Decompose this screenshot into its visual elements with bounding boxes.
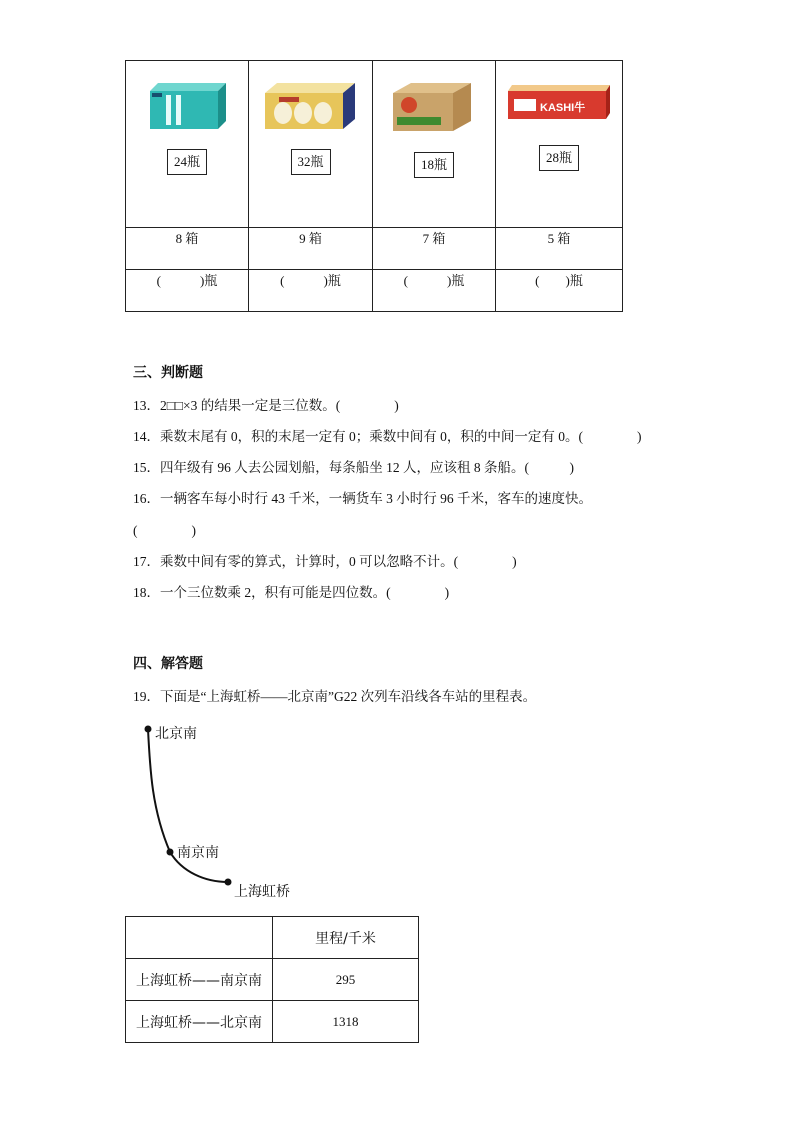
answer-blank[interactable]: ( )瓶 — [496, 270, 623, 312]
brand-text: KASHI牛 — [540, 102, 586, 114]
question-16: 16．一辆客车每小时行 43 千米，一辆货车 3 小时行 96 千米，客车的速度快。 — [133, 491, 592, 506]
station-dot — [167, 849, 174, 856]
answer-blank[interactable]: ( )瓶 — [373, 270, 496, 312]
question-19: 19．下面是“上海虹桥——北京南”G22 次列车沿线各车站的里程表。 — [133, 689, 537, 704]
bottles-per-box: 28瓶 — [539, 145, 579, 171]
question-13: 13．2□□×3 的结果一定是三位数。( ) — [133, 398, 399, 413]
station-dot — [225, 879, 232, 886]
section-title: 三、判断题 — [133, 365, 203, 381]
box-count: 8 箱 — [126, 228, 249, 270]
box-count: 9 箱 — [249, 228, 373, 270]
table-header-cell: 里程/千米 — [273, 917, 419, 959]
table-row — [126, 1001, 419, 1043]
bottles-per-box: 32瓶 — [290, 149, 330, 175]
km-cell: 1318 — [273, 1001, 419, 1043]
km-cell: 295 — [273, 959, 419, 1001]
section-title: 四、解答题 — [133, 656, 203, 672]
station-label: 北京南 — [155, 726, 197, 742]
answer-blank[interactable]: ( )瓶 — [126, 270, 249, 312]
route-cell: 上海虹桥——南京南 — [126, 959, 273, 1001]
answer-blank[interactable]: ( )瓶 — [249, 270, 373, 312]
question-17: 17．乘数中间有零的算式，计算时，0 可以忽略不计。( ) — [133, 554, 517, 569]
question-14: 14．乘数末尾有 0，积的末尾一定有 0；乘数中间有 0，积的中间一定有 0。( ) — [133, 429, 642, 444]
station-label: 上海虹桥 — [234, 884, 290, 900]
station-label: 南京南 — [177, 845, 219, 861]
question-16-blank: ( ) — [133, 523, 196, 538]
question-15: 15．四年级有 96 人去公园划船，每条船坐 12 人，应该租 8 条船。( ) — [133, 460, 574, 475]
bottles-per-box: 24瓶 — [167, 149, 207, 175]
bottles-per-box: 18瓶 — [414, 152, 454, 178]
box-count: 5 箱 — [496, 228, 623, 270]
table-header-cell — [126, 917, 273, 959]
station-dot — [145, 726, 152, 733]
route-cell: 上海虹桥——北京南 — [126, 1001, 273, 1043]
table-row — [126, 959, 419, 1001]
mileage-table — [125, 916, 419, 1043]
question-18: 18．一个三位数乘 2，积有可能是四位数。( ) — [133, 585, 450, 600]
box-count: 7 箱 — [373, 228, 496, 270]
